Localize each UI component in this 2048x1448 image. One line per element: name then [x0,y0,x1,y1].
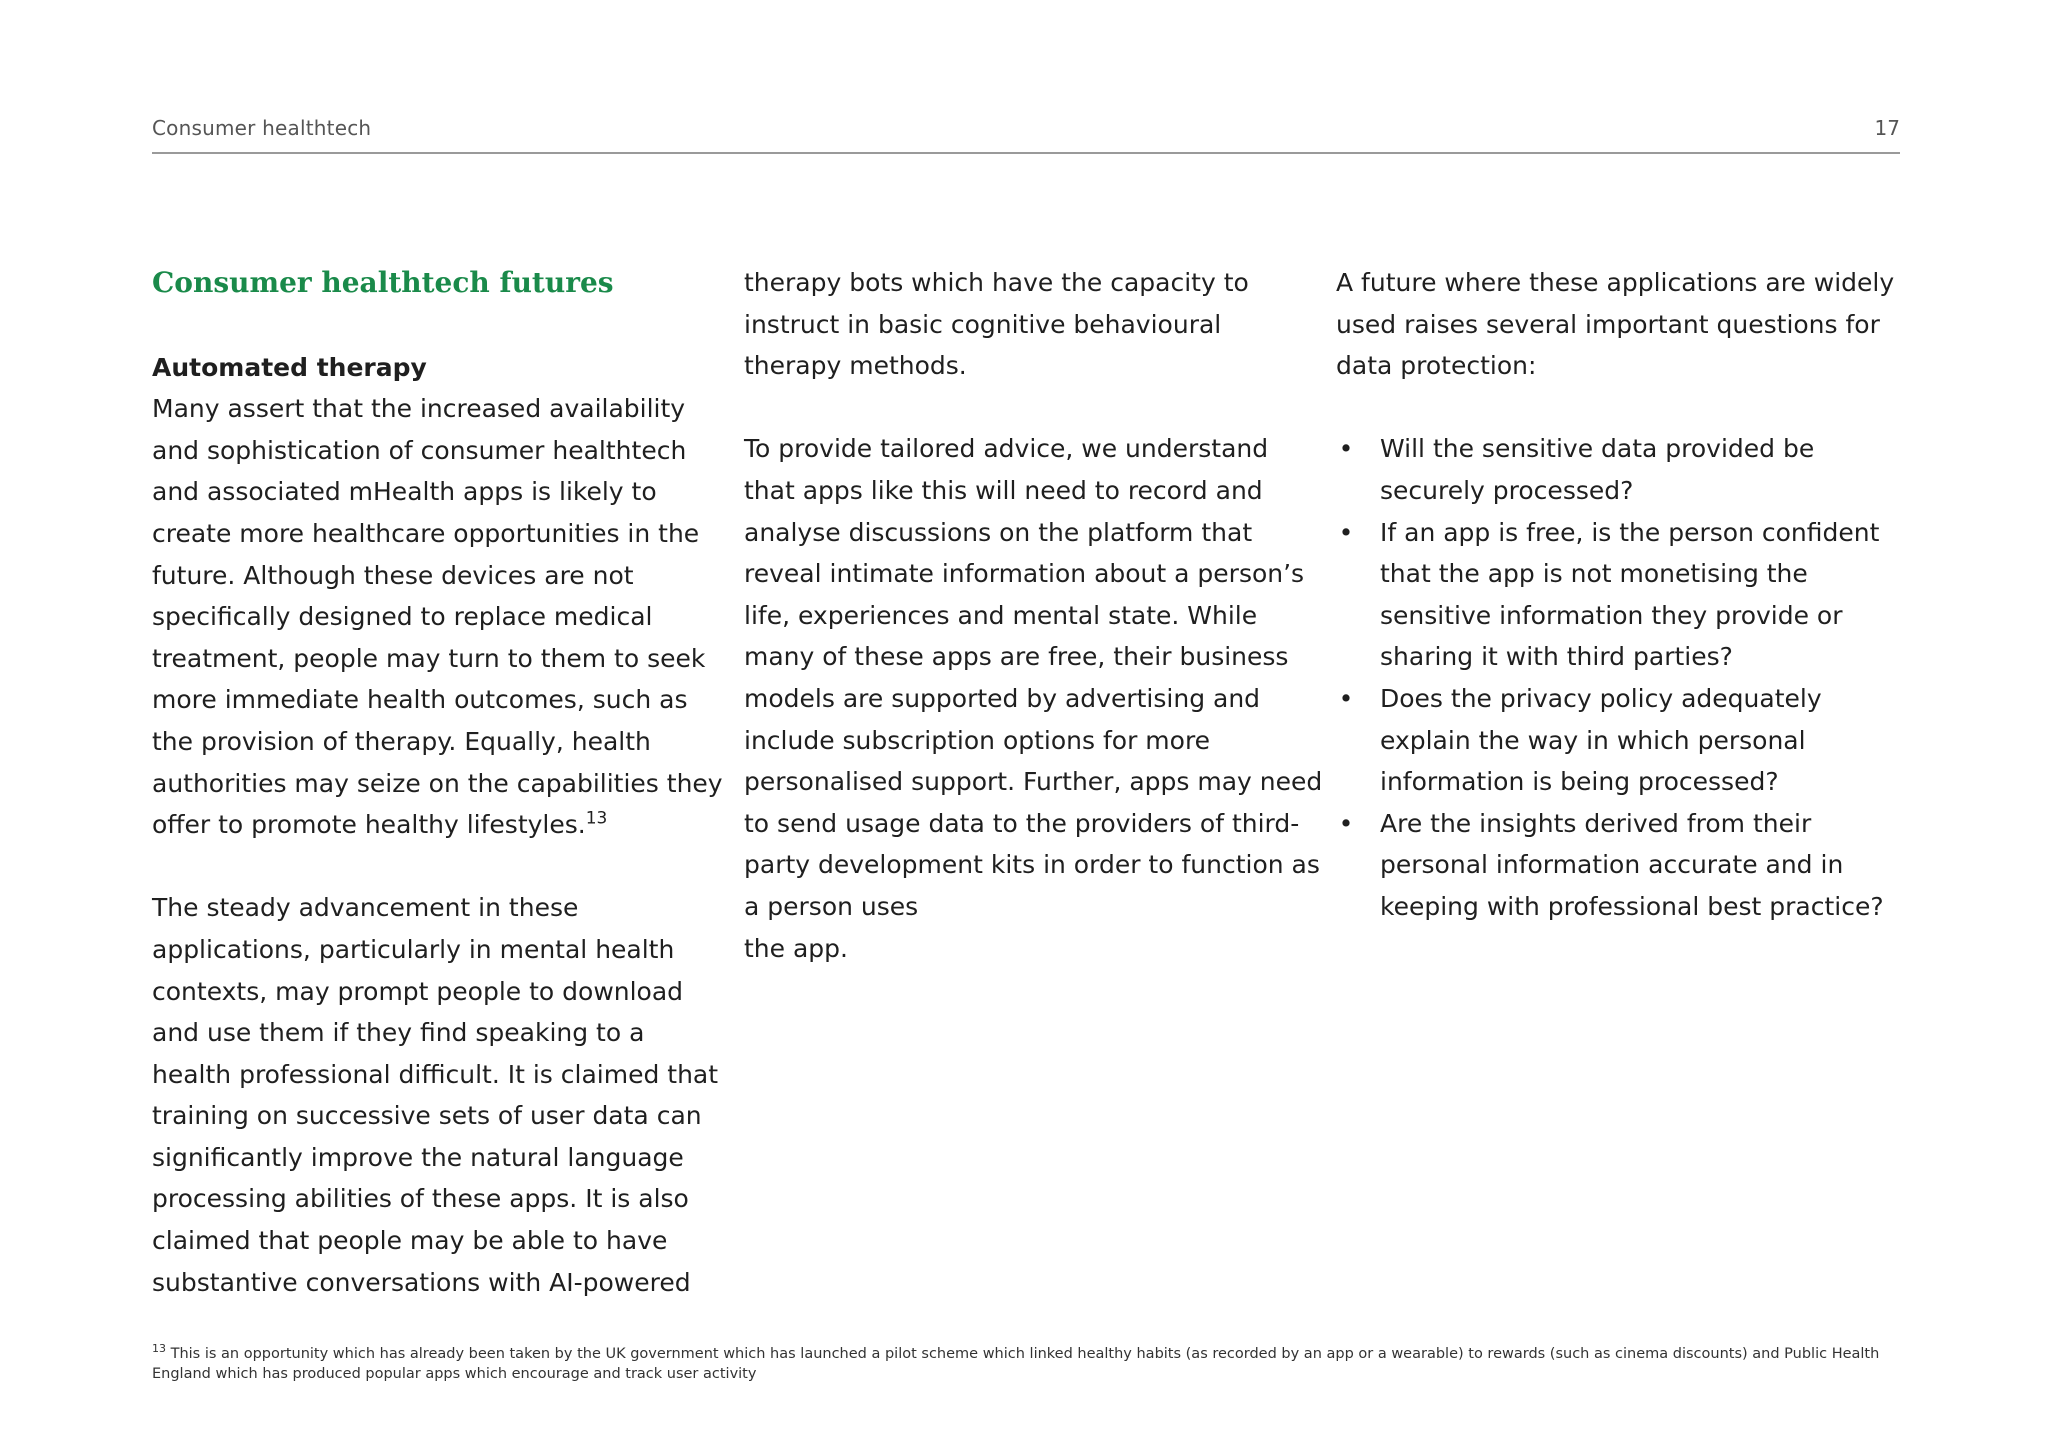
question-list [1336,428,1908,927]
list-item-text: Will the sensitive data provided be securely processed? [1380,434,1815,505]
column-2 [744,262,1324,969]
footnote-ref: 13 [585,808,608,829]
list-item-text: If an app is free, is the person confident that the app is not monetising the sensitive information they provide or sharing it with third parties? [1380,517,1880,672]
bullet-icon: • [1338,683,1354,713]
paragraph: The steady advancement in these applications, particularly in mental health contexts, may prompt people to download and use them if they find speaking to a health professional difficult. It is claimed that training on successive sets of user data can significantly improve the natural language processing abilities of these apps. It is also claimed that people may be able to have substantive conversations with AI-powered [152,893,719,1297]
list-item [1336,512,1908,678]
running-header-title: Consumer healthtech [152,116,372,140]
paragraph [152,388,727,846]
bullet-icon: • [1338,808,1354,838]
footnote-text: This is an opportunity which has already been taken by the UK government which has launched a pilot scheme which linked healthy habits (as recorded by an app or a wearable) to rewards (such as cinema discounts) and Public Health England which has produced popular apps which encourage and track user activity [152,1346,1880,1382]
list-item-text: Are the insights derived from their personal information accurate and in keeping with professional best practice? [1380,808,1884,921]
list-item [1336,803,1908,928]
paragraph-end: the app. [744,933,848,963]
list-item-text: Does the privacy policy adequately explain the way in which personal information is being processed? [1380,683,1822,797]
list-item [1336,428,1908,511]
column-1 [152,262,727,1303]
page-header [152,114,1900,154]
section-heading: Consumer healthtech futures [152,266,614,299]
bullet-icon: • [1338,517,1354,547]
sub-heading: Automated therapy [152,352,427,382]
column-3 [1336,262,1908,928]
paragraph-text: Many assert that the increased availability and sophistication of consumer healthtech and associated mHealth apps is likely to create more healthcare opportunities in the future. Although these devices are not specifically designed to replace medical treatment, people may turn to them to seek more immediate health outcomes, such as the provision of therapy. Equally, health authorities may seize on the capabilities they offer to promote healthy lifestyles. [152,394,723,840]
bullet-icon: • [1338,434,1354,464]
paragraph: A future where these applications are widely used raises several important questions for data protection: [1336,268,1895,381]
paragraph: therapy bots which have the capacity to instruct in basic cognitive behavioural therapy methods. [744,268,1249,381]
page-number: 17 [1874,116,1900,140]
footnote [152,1344,1900,1384]
footnote-number: 13 [152,1342,166,1356]
paragraph: To provide tailored advice, we understand that apps like this will need to record and analyse discussions on the platform that reveal intimate information about a person’s life, experiences and mental state. While many of these apps are free, their business models are supported by advertising and include subscription options for more personalised support. Further, apps may need to send usage data to the providers of third-party development kits in order to function as a person uses [744,434,1323,921]
list-item [1336,678,1908,803]
